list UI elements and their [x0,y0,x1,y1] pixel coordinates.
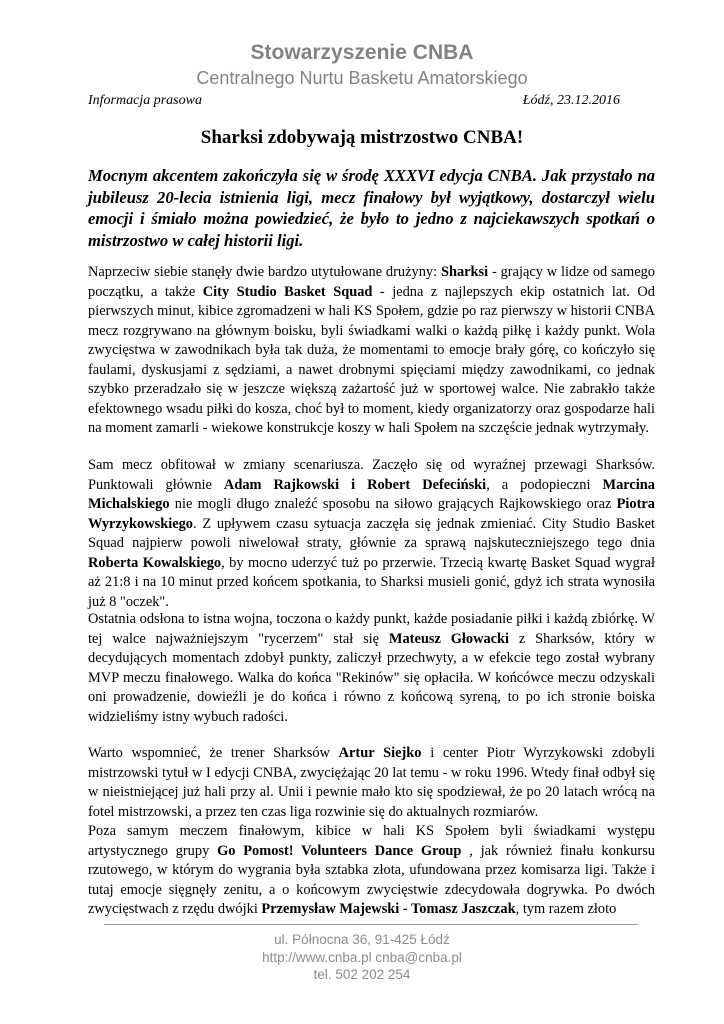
emphasized-name: Przemysław Majewski - Tomasz Jaszczak [261,901,516,917]
article-paragraph-2 [88,456,655,612]
article-paragraph-4 [88,744,655,822]
paragraph-text: Warto wspomnieć, że trener Sharksów [88,745,339,761]
footer-divider [104,924,638,925]
emphasized-name: Go Pomost! Volunteers Dance Group [217,842,462,859]
emphasized-name: Marcina Michalskiego [88,476,655,512]
article-lead: Mocnym akcentem zakończyła się w środę XXXVI edycja CNBA. Jak przystało na jubileusz 20-lecia istnienia ligi, mecz finałowy był wyjątkowy, dostarczył wielu emocji i śmiało można powiedzieć, że było to jedno z najciekawszych spotkań o mistrzostwo w całej historii ligi. [88,166,655,250]
paragraph-text: , jak również finału konkursu rzutowego, w którym do wygrania była sztabka złota, ufundowana przez komisarza ligi. Także i tutaj emocje sięgnęły zenitu, a o końcowym zwycięstwie zdecydowała dogrywka. Po dwóch zwycięstwach z rzędu dwójki [88,842,655,917]
article-paragraph-3 [88,610,655,727]
footer-phone: tel. 502 202 254 [313,967,411,982]
article-paragraph-5 [88,822,655,920]
emphasized-name: Mateusz Głowacki [388,630,510,647]
article-paragraph-1 [88,263,655,439]
paragraph-text: , a podopieczni [486,476,603,493]
footer-web-email: http://www.cnba.pl cnba@cnba.pl [262,950,462,965]
place-date: Łódź, 23.12.2016 [522,93,620,108]
document-type: Informacja prasowa [88,93,202,108]
paragraph-text: - jedna z najlepszych ekip ostatnich lat. Od pierwszych minut, kibice zgromadzeni w hali KS Społem, gdzie po raz pierwszy w historii CNBA mecz rozgrywano na głównym boisku, byli świadkami walki o każdą piłkę i każdy punkt. Wola zwycięstwa w zawodnikach była tak duża, że momentami to emocje brały górę, co kończyło się faulami, dyskusjami z sędziami, a nawet drobnymi spięciami między zawodnikami, co jednak szybko przeradzało się w jeszcze większą zażartość już w sportowej walce. Nie zabrakło także efektownego wsadu piłki do kosza, choć był to moment, kiedy organizatorzy oraz gospodarze hali na moment zamarli - wiekowe konstrukcje koszy w hali Społem na szczęście jednak wytrzymały. [88,283,655,436]
emphasized-name: City Studio Basket Squad [202,283,373,300]
paragraph-text: Ostatnia odsłona to istna wojna, toczona o każdy punkt, każde posiadanie piłki i każdą zbiórkę. W tej walce najważniejszym "rycerzem" stał się [88,611,655,647]
emphasized-name: Artur Siejko [338,745,422,761]
footer-address: ul. Północna 36, 91-425 Łódź [274,932,450,947]
paragraph-text: i center Piotr Wyrzykowski zdobyli mistrzowski tytuł w I edycji CNBA, zwyciężając 20 lat temu - w roku 1996. Wtedy finał odbył się w nieistniejącej już hali przy al. Unii i pewnie mało kto się spodziewał, że po 20 latach wrócą na fotel mistrzowski, a przez ten czas liga rozwinie się do aktualnych rozmiarów. [88,745,655,820]
paragraph-text: , tym razem złoto [515,901,617,917]
organization-subtitle: Centralnego Nurtu Basketu Amatorskiego [196,68,528,88]
paragraph-text: Naprzeciw siebie stanęły dwie bardzo utytułowane drużyny: [88,264,441,280]
paragraph-text: z Sharksów, który w decydujących momentach zdobył punkty, zaliczył przechwyty, a w efekcie tego został wybrany MVP meczu finałowego. Walka do końca "Rekinów" się opłaciła. W końcówce meczu odzyskali oni prowadzenie, dowieźli je do końca i równo z końcową syreną, to po ich stronie boiska widzieliśmy istny wybuch radości. [88,630,655,725]
organization-name: Stowarzyszenie CNBA [250,41,474,64]
paragraph-text: Sam mecz obfitował w zmiany scenariusza. Zaczęło się od wyraźnej przewagi Sharksów. Punktowali głównie [88,457,655,493]
paragraph-text: . Z upływem czasu sytuacja zaczęła się jednak zmieniać. City Studio Basket Squad najpierw powoli niwelował straty, głównie za sprawą najskuteczniejszego tego dnia [88,515,655,551]
emphasized-name: Sharksi [440,264,489,280]
paragraph-text: nie mogli długo znaleźć sposobu na siłowo grających Rajkowskiego oraz [169,496,617,512]
paragraph-text: Poza samym meczem finałowym, kibice w hali KS Społem byli świadkami występu artystycznego grupy [88,823,655,859]
emphasized-name: Piotra Wyrzykowskiego [88,496,655,532]
article-title: Sharksi zdobywają mistrzostwo CNBA! [200,127,524,148]
paragraph-text: - grający w lidze od samego początku, a także [88,264,656,300]
emphasized-name: Adam Rajkowski i Robert Defeciński [223,476,487,493]
emphasized-name: Roberta Kowalskiego [88,554,222,571]
paragraph-text: , by mocno uderzyć tuż po przerwie. Trzecią kwartę Basket Squad wygrał aż 21:8 i na 10 minut przed końcem spotkania, to Sharksi musieli gonić, gdyż ich strata wynosiła już 8 "oczek". [88,554,655,610]
